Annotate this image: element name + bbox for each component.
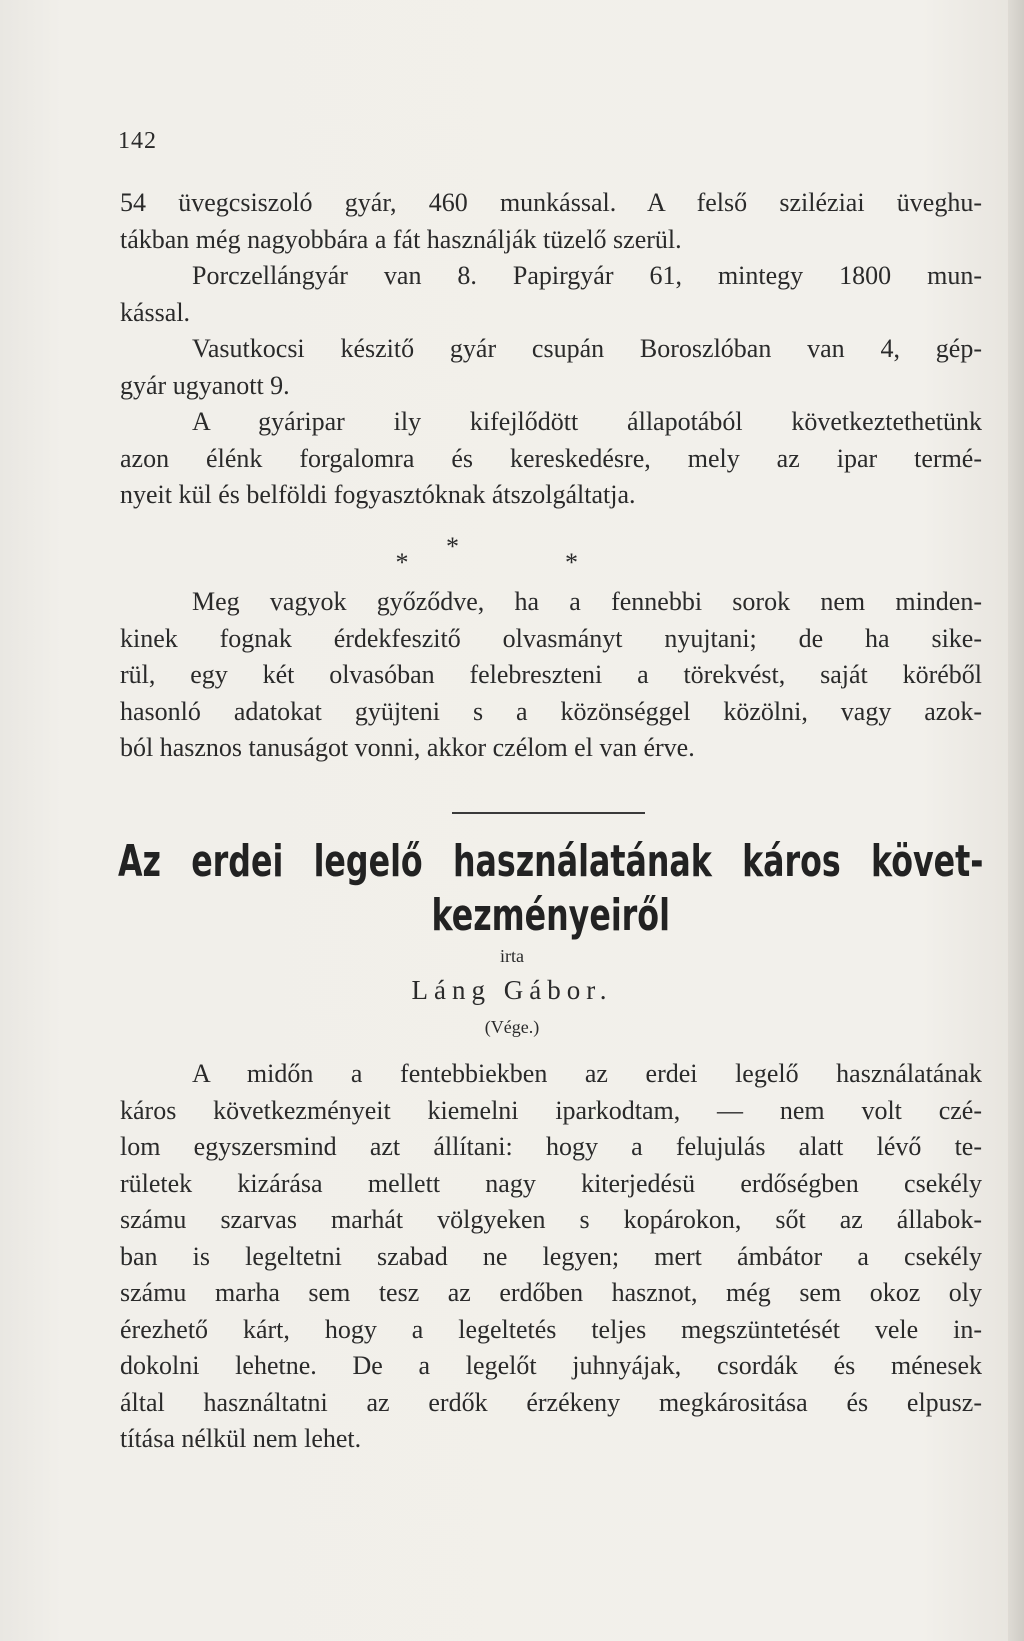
star-mark: * — [446, 532, 459, 561]
text-line: tákban még nagyobbára a fát használják tüzelő szerül. — [120, 224, 682, 254]
text-line: által használtatni az erdők érzékeny megkárositása és elpusz- — [120, 1387, 982, 1417]
text-line: Vasutkocsi készitő gyár csupán Boroszlóban van 4, gép- — [192, 334, 982, 363]
page-number: 142 — [118, 128, 157, 154]
paragraph-block-article — [120, 1056, 982, 1458]
paragraph-block-closing — [120, 584, 982, 767]
text-line: azon élénk forgalomra és kereskedésre, mely az ipar termé- — [120, 443, 982, 473]
text-line: érezhető kárt, hogy a legeltetés teljes megszüntetését vele in- — [120, 1314, 982, 1344]
text-line: hasonló adatokat gyüjteni s a közönséggel közölni, vagy azok- — [120, 696, 982, 726]
text-line: nyeit kül és belföldi fogyasztóknak átszolgáltatja. — [120, 480, 636, 509]
text-line: számu szarvas marhát völgyeken s kopárokon, sőt az állabok- — [120, 1205, 982, 1234]
article-title-line: kezményeiről — [431, 890, 670, 941]
text-line: ban is legeltetni szabad ne legyen; mert ámbátor a csekély — [120, 1241, 982, 1271]
text-line: A gyáripar ily kifejlődött állapotából következtethetünk — [192, 407, 982, 436]
text-line: A midőn a fentebbiekben az erdei legelő használatának — [192, 1059, 982, 1088]
star-mark: * — [395, 548, 409, 577]
text-line: kással. — [120, 297, 191, 327]
section-divider-stars — [0, 532, 1024, 577]
article-title — [118, 835, 984, 943]
byline: irta — [500, 946, 524, 966]
text-line: dokolni lehetne. De a legelőt juhnyájak, csordák és ménesek — [120, 1351, 982, 1380]
continuation-note: (Vége.) — [484, 1017, 540, 1037]
horizontal-rule — [452, 812, 645, 814]
article-title-line: Az erdei legelő használatának káros követ- — [118, 836, 984, 887]
text-line: káros következményeit kiemelni iparkodtam, — nem volt czé- — [120, 1095, 982, 1125]
text-line: ból hasznos tanuságot vonni, akkor czélom el van érve. — [120, 733, 695, 762]
text-line: lom egyszersmind azt állítani: hogy a felujulás alatt lévő te- — [120, 1132, 982, 1161]
text-line: számu marha sem tesz az erdőben hasznot, még sem okoz oly — [120, 1278, 982, 1307]
text-line: títása nélkül nem lehet. — [120, 1424, 362, 1453]
text-line: kinek fognak érdekfeszitő olvasmányt nyujtani; de ha sike- — [120, 623, 982, 653]
text-line: gyár ugyanott 9. — [120, 370, 290, 400]
text-line: 54 üvegcsiszoló gyár, 460 munkással. A felső sziléziai üveghu- — [120, 188, 982, 217]
author-name: Láng Gábor. — [411, 975, 613, 1005]
page-edge — [1008, 0, 1024, 1641]
text-line: Meg vagyok győződve, ha a fennebbi sorok nem minden- — [192, 587, 982, 616]
star-mark: * — [565, 548, 578, 577]
paragraph-block-industry — [120, 185, 982, 514]
text-line: Porczellángyár van 8. Papirgyár 61, mintegy 1800 mun- — [192, 261, 982, 290]
text-line: rül, egy két olvasóban felebreszteni a törekvést, saját köréből — [120, 660, 982, 689]
text-line: rületek kizárása mellett nagy kiterjedésü erdőségben csekély — [120, 1168, 982, 1198]
